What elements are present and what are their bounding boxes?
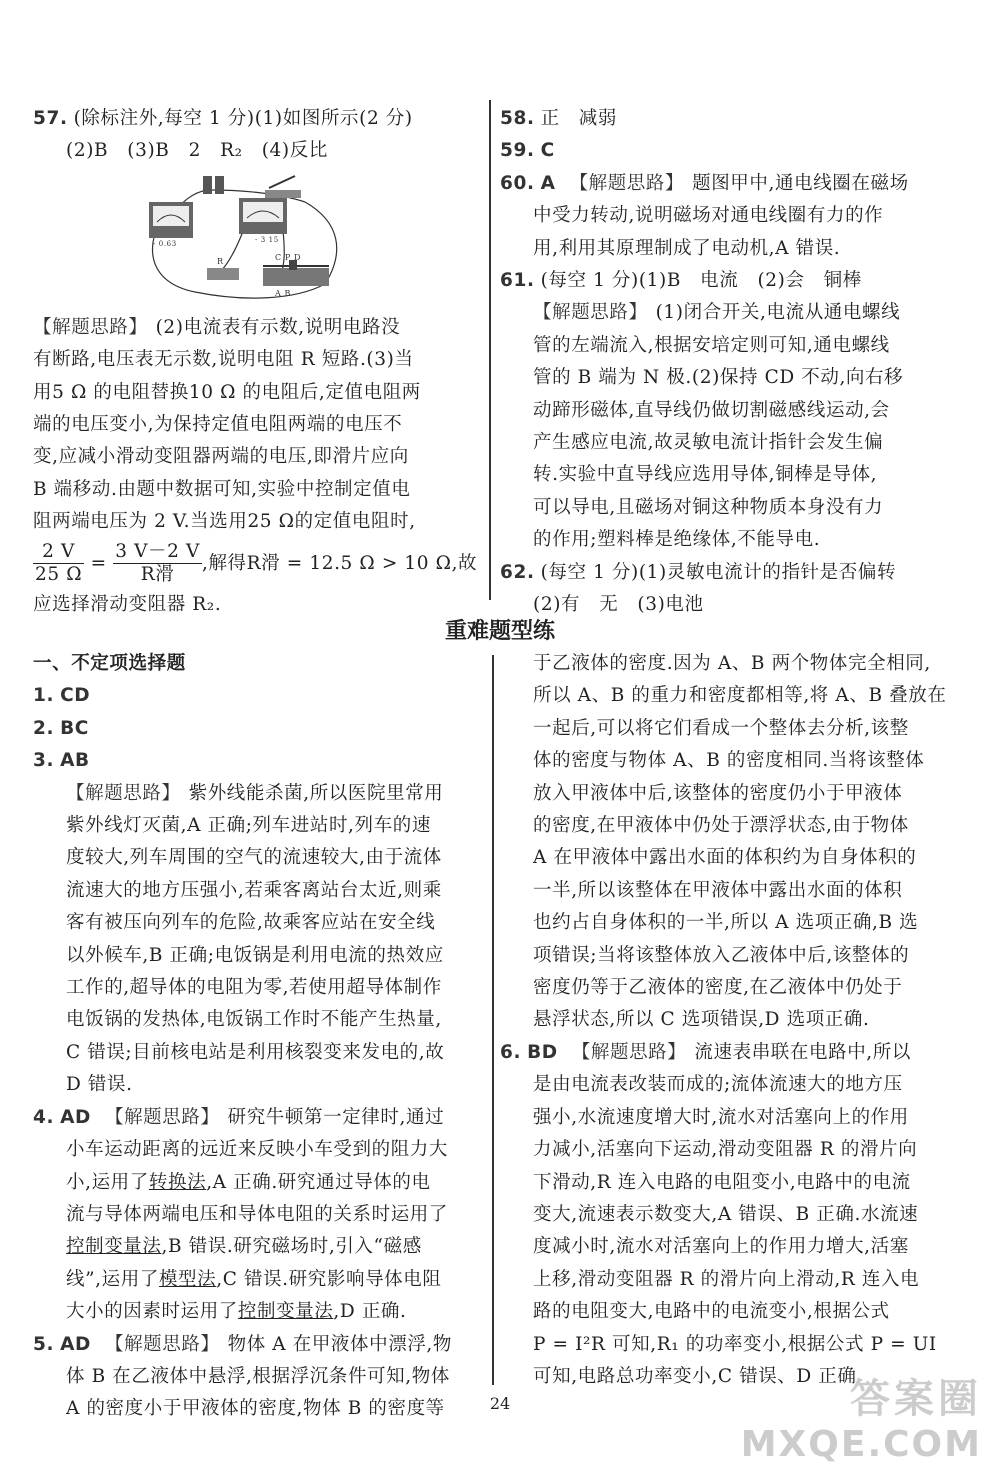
q5-continued-line: 密度仍等于乙液体的密度,在乙液体中仍处于 <box>533 977 903 999</box>
battery-icon <box>203 176 224 194</box>
q3: 3. AB <box>33 750 90 772</box>
q60-line: 中受力转动,说明磁场对通电线圈有力的作 <box>533 205 884 227</box>
svg-text:A B: A B <box>275 288 291 298</box>
svg-text:R: R <box>217 256 224 266</box>
q1: 1. CD <box>33 685 91 707</box>
q3-line: 以外候车,B 正确;电饭锅是利用电流的热效应 <box>66 944 444 966</box>
q59: 59. C <box>500 140 555 162</box>
q6-line: 强小,水流速度增大时,流水对活塞向上的作用 <box>533 1106 909 1128</box>
q57-explanation-line: B 端移动.由题中数据可知,实验中控制定值电 <box>33 478 411 500</box>
resistor-icon <box>207 257 239 280</box>
q3-line: C 错误;目前核电站是利用核裂变来发电的,故 <box>66 1041 445 1063</box>
q4-line: 小,运用了转换法,A 正确.研究通过导体的电 <box>66 1171 431 1193</box>
section-title: 重难题型练 <box>444 619 555 644</box>
q57-last-line: 应选择滑动变阻器 R₂. <box>33 593 222 615</box>
q5-continued-line: 放入甲液体中后,该整体的密度仍小于甲液体 <box>533 782 903 804</box>
q5-line: 体 B 在乙液体中悬浮,根据浮沉条件可知,物体 <box>66 1365 450 1387</box>
q57-tag: 【解题思路】 <box>33 316 148 338</box>
q4-line: 大小的因素时运用了控制变量法,D 正确. <box>66 1301 407 1323</box>
q6-line: 可知,电路总功率变小,C 错误、D 正确. <box>533 1365 863 1387</box>
q61-line: 产生感应电流,故灵敏电流计指针会发生偏 <box>533 432 884 454</box>
q4-line: 控制变量法,B 错误.研究磁场时,引入“磁感 <box>66 1236 422 1258</box>
q61-line: 的作用;塑料棒是绝缘体,不能导电. <box>533 529 821 551</box>
q2: 2. BC <box>33 717 89 739</box>
bottom-left-column <box>33 648 483 1426</box>
q5-continued-line: 也约占自身体积的一半,所以 A 选项正确,B 选 <box>533 912 919 934</box>
q3-line: 度较大,列车周围的空气的流速较大,由于流体 <box>66 847 442 869</box>
top-column-divider <box>489 100 491 600</box>
equation-tail: ,解得R滑 = 12.5 Ω > 10 Ω,故 <box>201 552 478 574</box>
q60: 60. A 【解题思路】 题图甲中,通电线圈在磁场 <box>500 172 909 194</box>
q5-line: A 的密度小于甲液体的密度,物体 B 的密度等 <box>66 1398 445 1420</box>
q6-line: 变大,流速表示数变大,A 错误、B 正确.水流速 <box>533 1203 919 1225</box>
q60-line: 用,利用其原理制成了电动机,A 错误. <box>533 237 841 259</box>
q3-explanation-first: 【解题思路】 紫外线能杀菌,所以医院里常用 <box>66 782 444 804</box>
svg-text:C P D: C P D <box>275 252 302 262</box>
bottom-right-column <box>500 648 970 1393</box>
q61-line: 管的左端流入,根据安培定则可知,通电螺线 <box>533 334 890 356</box>
q58: 58. 正 减弱 <box>500 108 617 129</box>
q57-line1: (除标注外,每空 1 分)(1)如图所示(2 分) <box>73 108 413 129</box>
rheostat-icon <box>263 253 329 298</box>
svg-text:- 0.63: - 0.63 <box>153 239 177 248</box>
q4: 4. AD 【解题思路】 研究牛顿第一定律时,通过 <box>33 1106 445 1128</box>
page-number: 24 <box>489 1394 511 1413</box>
q3-line: 工作的,超导体的电阻为零,若使用超导体制作 <box>66 977 442 999</box>
q5-continued-line: 所以 A、B 的重力和密度都相等,将 A、B 叠放在 <box>533 685 947 707</box>
voltmeter-icon <box>239 198 287 244</box>
q57-explanation-line: 端的电压变小,为保持定值电阻两端的电压不 <box>33 414 403 436</box>
fraction-right: $\frac{3 V-2 V}{\text{R滑}}$ <box>115 541 200 586</box>
q61-line: 管的 B 端为 N 极.(2)保持 CD 不动,向右移 <box>533 367 904 389</box>
q6-line: 路的电阻变大,电路中的电流变小,根据公式 <box>533 1301 890 1323</box>
watermark-url: MXQE.COM <box>740 1424 982 1465</box>
fraction-left: $\frac{2 V}{25 \Omega}$ <box>35 541 83 586</box>
q6-line: 力减小,活塞向下运动,滑动变阻器 R 的滑片向 <box>533 1139 918 1161</box>
q4-line: 流与导体两端电压和导体电阻的关系时运用了 <box>66 1203 449 1225</box>
q57-explanation-line: 用5 Ω 的电阻替换10 Ω 的电阻后,定值电阻两 <box>33 381 421 403</box>
subsection-title: 一、不定项选择题 <box>33 653 186 674</box>
q3-line: 电饭锅的发热体,电饭锅工作时不能产生热量, <box>66 1009 442 1031</box>
q6-line: P = I²R 可知,R₁ 的功率变小,根据公式 P = UI <box>533 1333 937 1355</box>
q57-equation: $\frac{2 V}{25 \Omega}$ = $\frac{3 V-2 V}{\text{R滑}}$ ,解得R滑 = 12.5 Ω > 10 Ω,故 <box>35 541 478 586</box>
q4-line: 小车运动距离的远近来反映小车受到的阻力大 <box>66 1139 449 1161</box>
q5-continued-line: 于乙液体的密度.因为 A、B 两个物体完全相同, <box>533 653 931 674</box>
q4-line: 线”,运用了模型法,C 错误.研究影响导体电阻 <box>66 1268 442 1290</box>
q6-line: 上移,滑动变阻器 R 的滑片向上滑动,R 连入电 <box>533 1268 920 1290</box>
q62: 62. (每空 1 分)(1)灵敏电流计的指针是否偏转 <box>500 561 897 583</box>
q57-explanation-line: 变,应减小滑动变阻器两端的电压,即滑片应向 <box>33 446 409 468</box>
circuit-diagram-figure <box>135 172 353 306</box>
q5-continued-line: 一起后,可以将它们看成一个整体去分析,该整 <box>533 717 909 739</box>
q61-line: 动蹄形磁体,直导线仍做切割磁感线运动,会 <box>533 399 890 421</box>
q62-second: (2)有 无 (3)电池 <box>533 594 704 616</box>
q5-continued-line: 悬浮状态,所以 C 选项错误,D 选项正确. <box>533 1009 870 1031</box>
q5-continued-line: 项错误;当将该整体放入乙液体中后,该整体的 <box>533 944 910 966</box>
q61: 61. (每空 1 分)(1)B 电流 (2)会 铜棒 <box>500 270 862 292</box>
q5-continued-line: 一半,所以该整体在甲液体中露出水面的体积 <box>533 879 903 901</box>
q6-line: 度减小时,流水对活塞向上的作用力增大,活塞 <box>533 1236 909 1258</box>
q57-explanation-line: 阻两端电压为 2 V.当选用25 Ω的定值电阻时, <box>33 511 416 533</box>
q6: 6. BD 【解题思路】 流速表串联在电路中,所以 <box>500 1041 911 1063</box>
ammeter-icon <box>149 202 193 248</box>
top-right-column <box>500 103 970 622</box>
q6-line: 是由电流表改装而成的;流体流速大的地方压 <box>533 1074 903 1096</box>
q57-line2: (2)B (3)B 2 R₂ (4)反比 <box>66 140 328 162</box>
q57-explanation-line: 有断路,电压表无示数,说明电阻 R 短路.(3)当 <box>33 349 414 371</box>
q3-line: 流速大的地方压强小,若乘客离站台太近,则乘 <box>66 879 442 901</box>
q5-continued-line: 体的密度与物体 A、B 的密度相同.当将该整体 <box>533 750 925 772</box>
q5-continued-line: 的密度,在甲液体中仍处于漂浮状态,由于物体 <box>533 815 909 837</box>
q61-line: 转.实验中直导线应选用导体,铜棒是导体, <box>533 464 878 486</box>
q57-number: 57. <box>33 108 68 129</box>
watermark <box>741 1367 982 1465</box>
switch-icon <box>265 176 301 198</box>
q5: 5. AD 【解题思路】 物体 A 在甲液体中漂浮,物 <box>33 1333 452 1355</box>
top-left-column <box>33 103 478 621</box>
q3-line: 紫外线灯灭菌,A 正确;列车进站时,列车的速 <box>66 815 431 837</box>
q57-header <box>33 103 478 135</box>
bottom-column-divider <box>492 655 494 1385</box>
q6-line: 下滑动,R 连入电路的电阻变小,电路中的电流 <box>533 1171 911 1193</box>
q3-line: D 错误. <box>66 1074 133 1096</box>
q61-explanation-first: 【解题思路】 (1)闭合开关,电流从通电螺线 <box>533 302 901 324</box>
q61-line: 可以导电,且磁场对铜这种物质本身没有力 <box>533 496 884 518</box>
q57-explanation-first: 【解题思路】 (2)电流表有示数,说明电路没 <box>33 316 401 338</box>
q5-continued-line: A 在甲液体中露出水面的体积约为自身体积的 <box>533 847 917 869</box>
q3-line: 客有被压向列车的危险,故乘客应站在安全线 <box>66 912 436 934</box>
watermark-logo-text: 答案圈 <box>850 1376 982 1422</box>
svg-text:- 3 15: - 3 15 <box>255 235 279 244</box>
